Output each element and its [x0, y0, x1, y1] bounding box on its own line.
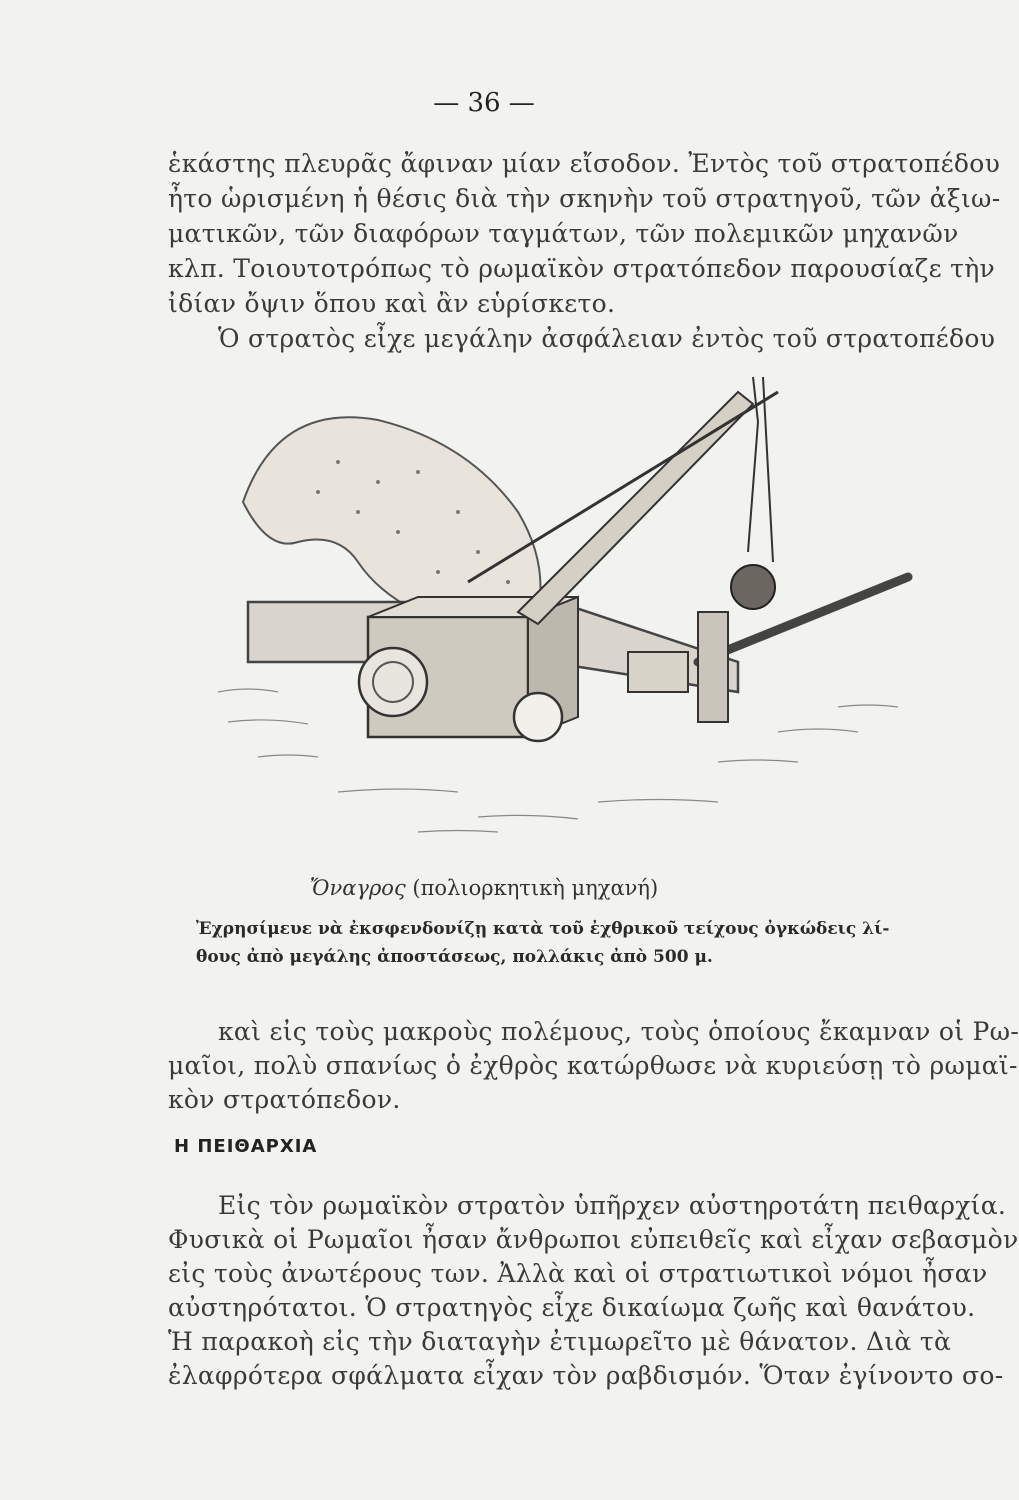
wall-mound [243, 417, 541, 612]
text-line: Φυσικὰ οἱ Ρωμαῖοι ἦσαν ἄνθρωποι εὐπειθεῖς καὶ εἶχαν σεβασμὸν [168, 1225, 1019, 1254]
text-line: αὐστηρότατοι. Ὁ στρατηγὸς εἶχε δικαίωμα ζωῆς καὶ θανάτου. [168, 1293, 976, 1322]
sling-stone [731, 565, 775, 609]
text-line: καὶ εἰς τοὺς μακροὺς πολέμους, τοὺς ὁποίους ἔκαμναν οἱ Ρω- [218, 1017, 1019, 1046]
text-line: ἐλαφρότερα σφάλματα εἶχαν τὸν ραβδισμόν. Ὅταν ἐγίνοντο σο- [168, 1361, 1004, 1390]
text-line: ἑκάστης πλευρᾶς ἄφιναν μίαν εἴσοδον. Ἐντὸς τοῦ στρατοπέδου [168, 149, 1001, 178]
text-line: κλπ. Τοιουτοτρόπως τὸ ρωμαϊκὸν στρατόπεδον παρουσίαζε τὴν [168, 254, 996, 283]
figure-caption-line: Ἐχρησίμευε νὰ ἐκσφενδονίζῃ κατὰ τοῦ ἐχθρικοῦ τείχους ὀγκώδεις λί- [196, 919, 890, 939]
text-line: κὸν στρατόπεδον. [168, 1085, 401, 1114]
text-line: εἰς τοὺς ἀνωτέρους των. Ἀλλὰ καὶ οἱ στρατιωτικοὶ νόμοι ἦσαν [168, 1259, 988, 1288]
figure-title [0, 876, 968, 900]
figure-name: Ὄναγρος [309, 876, 406, 900]
text-line: μαῖοι, πολὺ σπανίως ὁ ἐχθρὸς κατώρθωσε νὰ κυριεύσῃ τὸ ρωμαϊ- [168, 1051, 1018, 1080]
text-line: ἦτο ὡρισμένη ἡ θέσις διὰ τὴν σκηνὴν τοῦ στρατηγοῦ, τῶν ἀξιω- [168, 184, 1001, 213]
page-number: — 36 — [433, 88, 535, 118]
onager-illustration [218, 362, 938, 852]
text-line: Ὁ στρατὸς εἶχε μεγάλην ἀσφάλειαν ἐντὸς τοῦ στρατοπέδου [218, 324, 996, 353]
figure-caption-line: θους ἀπὸ μεγάλης ἀποστάσεως, πολλάκις ἀπὸ 500 μ. [196, 947, 713, 967]
text-line: ἰδίαν ὄψιν ὅπου καὶ ἂν εὑρίσκετο. [168, 289, 616, 318]
figure-subtitle: (πολιορκητικὴ μηχανή) [412, 876, 659, 900]
text-line: Εἰς τὸν ρωμαϊκὸν στρατὸν ὑπῆρχεν αὐστηροτάτη πειθαρχία. [218, 1191, 1007, 1220]
section-heading: Η ΠΕΙΘΑΡΧΙΑ [174, 1136, 318, 1157]
throwing-arm [518, 392, 753, 624]
winch-wheel-left [359, 648, 427, 716]
winch-wheel-right [514, 693, 562, 741]
text-line: ματικῶν, τῶν διαφόρων ταγμάτων, τῶν πολεμικῶν μηχανῶν [168, 219, 959, 248]
text-line: Ἡ παρακοὴ εἰς τὴν διαταγὴν ἐτιμωρεῖτο μὲ θάνατον. Διὰ τὰ [168, 1327, 952, 1356]
lever-pole [698, 577, 908, 662]
